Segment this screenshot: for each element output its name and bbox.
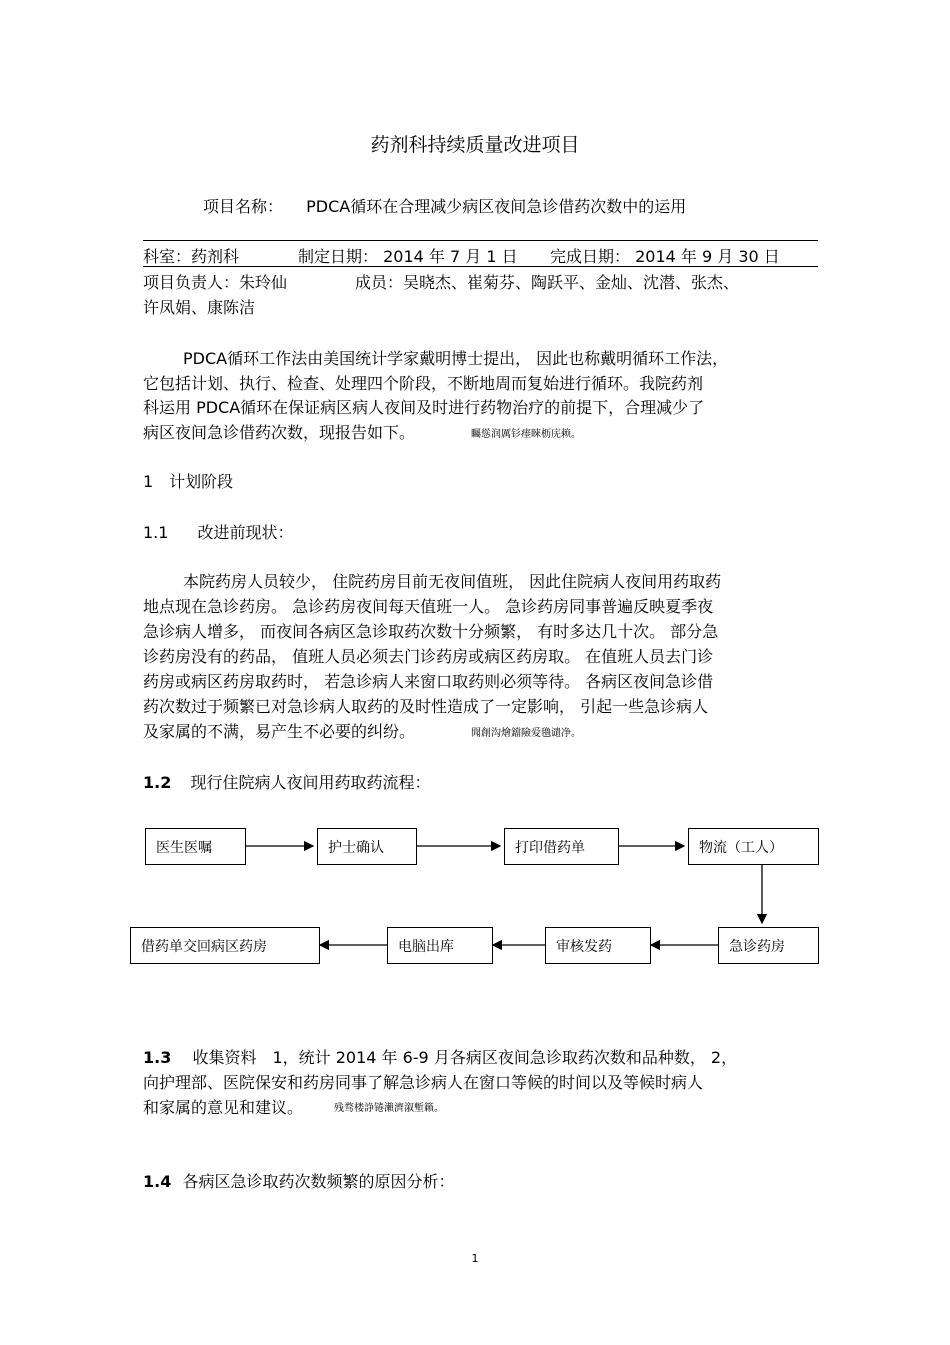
end-date: 完成日期： 2014 年 9 月 30 日 [550, 247, 780, 266]
project-name: PDCA循环在合理减少病区夜间急诊借药次数中的运用 [306, 197, 687, 216]
project-label: 项目名称： [203, 197, 284, 216]
section-title: 改进前现状： [197, 523, 294, 542]
section-1-3-line [143, 1045, 737, 1068]
intro-line: 科运用 PDCA循环在保证病区病人夜间及时进行药物治疗的前提下，合理减少了 [143, 398, 705, 417]
flow-step-return-slip: 借药单交回病区药房 [130, 927, 320, 964]
flow-step-review-dispense: 审核发药 [545, 927, 651, 964]
section-1-heading: 1 计划阶段 [143, 472, 234, 491]
section-1-4-heading [143, 1169, 454, 1192]
intro-line: 它包括计划、执行、检查、处理四个阶段，不断地周而复始进行循环。我院药剂 [143, 374, 704, 393]
status-line: 药房或病区药房取药时， 若急诊病人来窗口取药则必须等待。 各病区夜间急诊借 [143, 672, 714, 691]
flow-step-logistics: 物流（工人） [688, 828, 819, 865]
status-line: 地点现在急诊药房。 急诊药房夜间每天值班一人。 急诊药房同事普遍反映夏季夜 [143, 597, 714, 616]
section-number: 1.1 [143, 523, 169, 542]
flow-step-emergency-pharmacy: 急诊药房 [718, 927, 819, 964]
status-line: 及家属的不满，易产生不必要的纠纷。 [143, 722, 416, 741]
flow-step-nurse-confirm: 护士确认 [317, 828, 417, 865]
flow-step-doctor-order: 医生医嘱 [145, 828, 246, 865]
status-line: 本院药房人员较少， 住院药房目前无夜间值班， 因此住院病人夜间用药取药 [183, 572, 722, 591]
section-number: 1.4 [143, 1172, 172, 1191]
intro-code: 矚慫润厲钐瘗睞枥庑赖。 [471, 429, 581, 440]
section-title: 各病区急诊取药次数频繁的原因分析： [182, 1172, 455, 1191]
intro-line: 病区夜间急诊借药次数，现报告如下。 [143, 423, 416, 442]
status-code: 聞創沟燴鐺險爱氇谴净。 [471, 728, 581, 739]
section-number: 1.3 [143, 1048, 172, 1067]
section-1-3-line: 向护理部、医院保安和药房同事了解急诊病人在窗口等候的时间以及等候时病人 [143, 1073, 704, 1092]
flow-step-computer-outbound: 电脑出库 [387, 927, 493, 964]
section-1-3-line: 和家属的意见和建议。 [143, 1098, 304, 1117]
members-line-2: 许凤娟、康陈洁 [143, 298, 256, 317]
status-line: 急诊病人增多， 而夜间各病区急诊取药次数十分频繁， 有时多达几十次。 部分急 [143, 622, 719, 641]
department: 科室：药剂科 [143, 247, 240, 266]
start-date: 制定日期： 2014 年 7 月 1 日 [298, 247, 518, 266]
status-line: 诊药房没有的药品， 值班人员必须去门诊药房或病区药房取。 在值班人员去门诊 [143, 647, 714, 666]
status-line: 药次数过于频繁已对急诊病人取药的及时性造成了一定影响， 引起一些急诊病人 [143, 697, 709, 716]
page-number: 1 [471, 1252, 479, 1265]
intro-line: PDCA循环工作法由美国统计学家戴明博士提出， 因此也称戴明循环工作法， [183, 349, 729, 368]
members-line-1: 成员：吴晓杰、崔菊芬、陶跃平、金灿、沈潜、张杰、 [355, 273, 740, 292]
project-leader: 项目负责人：朱玲仙 [143, 273, 288, 292]
section-number: 1.2 [143, 773, 172, 792]
section-1-3-code: 残骛楼諍锩瀨濟溆塹籟。 [334, 1103, 444, 1114]
flow-step-print-slip: 打印借药单 [504, 828, 619, 865]
section-title: 现行住院病人夜间用药取药流程： [190, 773, 431, 792]
section-text: 收集资料 1，统计 2014 年 6-9 月各病区夜间急诊取药次数和品种数， 2， [192, 1048, 738, 1067]
document-title: 药剂科持续质量改进项目 [370, 134, 580, 156]
